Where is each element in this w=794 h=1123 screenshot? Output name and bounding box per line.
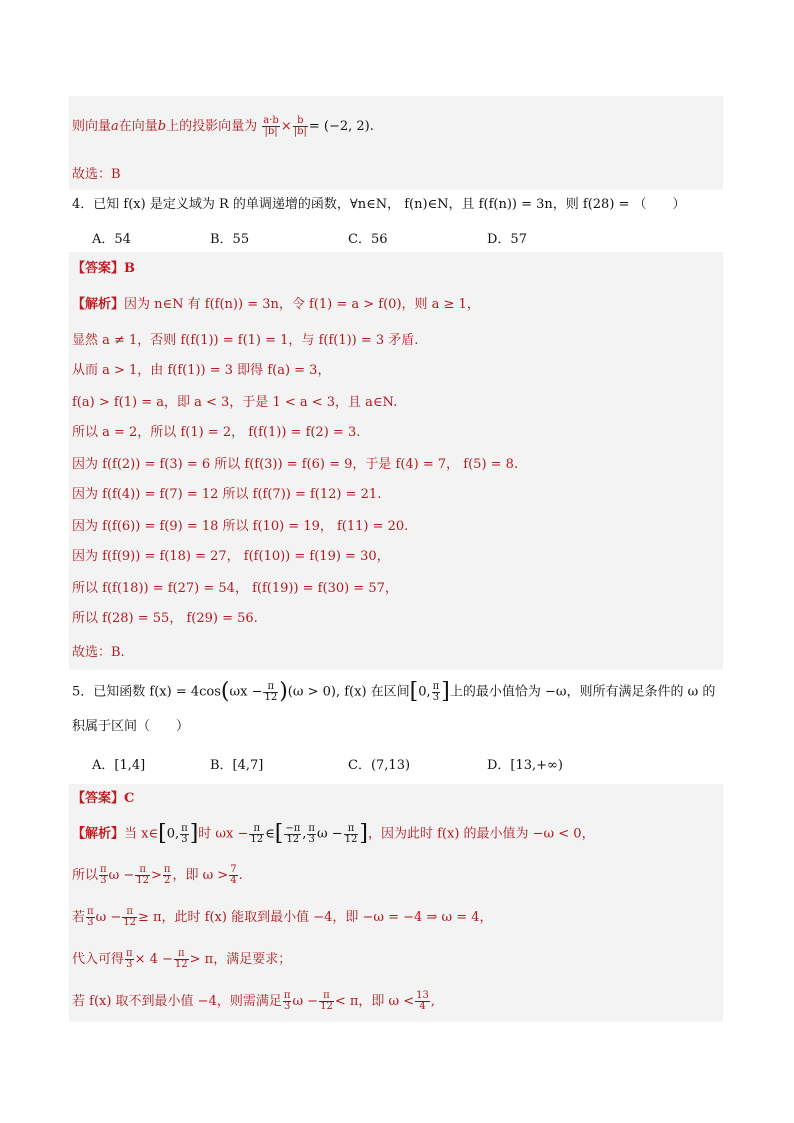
q5-option-d: D．[13,+∞)	[487, 758, 563, 773]
q5-analysis-line-4: 代入可得 $\frac{\pi}{3}$ × 4 − $\frac{\pi}{12}$ > π，满足要求；	[72, 948, 292, 970]
q5-option-c: C．(7,13)	[348, 758, 411, 773]
q4-answer: 【答案】B	[72, 261, 135, 276]
q4-choose: 故选：B.	[72, 645, 125, 660]
q5-answer: 【答案】C	[72, 791, 135, 806]
q4-option-c: C．56	[348, 232, 388, 247]
q5-analysis-line-2: 所以 $\frac{\pi}{3}$ ω − $\frac{\pi}{12}$ > $\frac{\pi}{2}$ ，即 ω > $\frac{7}{4}$ .	[72, 864, 243, 886]
q4-option-b: B．55	[210, 232, 250, 247]
unit-vector-fraction: $\frac{b}{|b|}$	[293, 115, 307, 137]
q5-analysis-line-1: 【解析】当 x∈[0, $\frac{\pi}{3}$ ]时 ωx − $\frac{\pi}{12}$ ∈[ $\frac{-\pi}{12}$ , $\frac{\pi}{3}$ ω − $\frac{\pi}{12}$ ]，因为此时 f(x) 的最小值为 −ω < 0，	[72, 821, 595, 846]
q4-analysis-line-9: 因为 f(f(9)) = f(18) = 27， f(f(10)) = f(19) = 30，	[72, 549, 390, 564]
q4-analysis-line-8: 因为 f(f(6)) = f(9) = 18 所以 f(10) = 19， f(11) = 20.	[72, 519, 409, 534]
q4-analysis-line-7: 因为 f(f(4)) = f(7) = 12 所以 f(f(7)) = f(12) = 21.	[72, 487, 382, 502]
projection-line: 则向量a在向量b上的投影向量为 $\frac{a\cdot b}{|b|}$ × $\frac{b}{|b|}$ = (−2, 2).	[72, 115, 374, 137]
q5-stem-line-2: 积属于区间（ ）	[72, 719, 190, 734]
q5-stem-line-1: 5．已知函数 f(x) = 4cos(ωx − $\frac{\pi}{12}$ )(ω > 0), f(x) 在区间[0, $\frac{\pi}{3}$ ]上的最小值恰为 −ω，则所有满足条件的 ω 的	[72, 679, 716, 704]
vector-b: b	[157, 119, 167, 134]
q4-analysis-line-4: f(a) > f(1) = a，即 a < 3，于是 1 < a < 3，且 a∈N.	[72, 395, 398, 410]
q4-stem: 4．已知 f(x) 是定义域为 R 的单调递增的函数，∀n∈N， f(n)∈N，且 f(f(n)) = 3n，则 f(28) = （ ）	[72, 197, 686, 212]
solution-block-prev	[69, 96, 723, 190]
choose-line: 故选：B	[72, 167, 121, 182]
projection-fraction: $\frac{a\cdot b}{|b|}$	[263, 115, 279, 137]
q4-analysis-line-6: 因为 f(f(2)) = f(3) = 6 所以 f(f(3)) = f(6) = 9，于是 f(4) = 7， f(5) = 8.	[72, 457, 519, 472]
q4-option-a: A．54	[92, 232, 131, 247]
q4-analysis-line-2: 显然 a ≠ 1，否则 f(f(1)) = f(1) = 1，与 f(f(1)) = 3 矛盾.	[72, 333, 419, 348]
q5-option-a: A．[1,4]	[92, 758, 146, 773]
q4-analysis-line-3: 从而 a > 1，由 f(f(1)) = 3 即得 f(a) = 3，	[72, 363, 331, 378]
q5-solution-block	[69, 784, 723, 1022]
vector-a: a	[111, 119, 119, 134]
q4-solution-block	[69, 252, 723, 670]
q5-analysis-line-3: 若 $\frac{\pi}{3}$ ω − $\frac{\pi}{12}$ ≥ π，此时 f(x) 能取到最小值 −4，即 −ω = −4 ⇒ ω = 4，	[72, 906, 493, 928]
q4-option-d: D．57	[487, 232, 527, 247]
q4-analysis-line-5: 所以 a = 2，所以 f(1) = 2， f(f(1)) = f(2) = 3.	[72, 425, 361, 440]
q5-option-b: B．[4,7]	[210, 758, 264, 773]
q4-analysis-line-11: 所以 f(28) = 55， f(29) = 56.	[72, 611, 258, 626]
q5-analysis-line-5: 若 f(x) 取不到最小值 −4，则需满足 $\frac{\pi}{3}$ ω − $\frac{\pi}{12}$ < π，即 ω < $\frac{13}{4}$ ,	[72, 990, 436, 1012]
q4-analysis-line-10: 所以 f(f(18)) = f(27) = 54， f(f(19)) = f(30) = 57，	[72, 581, 398, 596]
q4-analysis-line-1: 【解析】因为 n∈N 有 f(f(n)) = 3n，令 f(1) = a > f(0)，则 a ≥ 1，	[72, 297, 480, 312]
